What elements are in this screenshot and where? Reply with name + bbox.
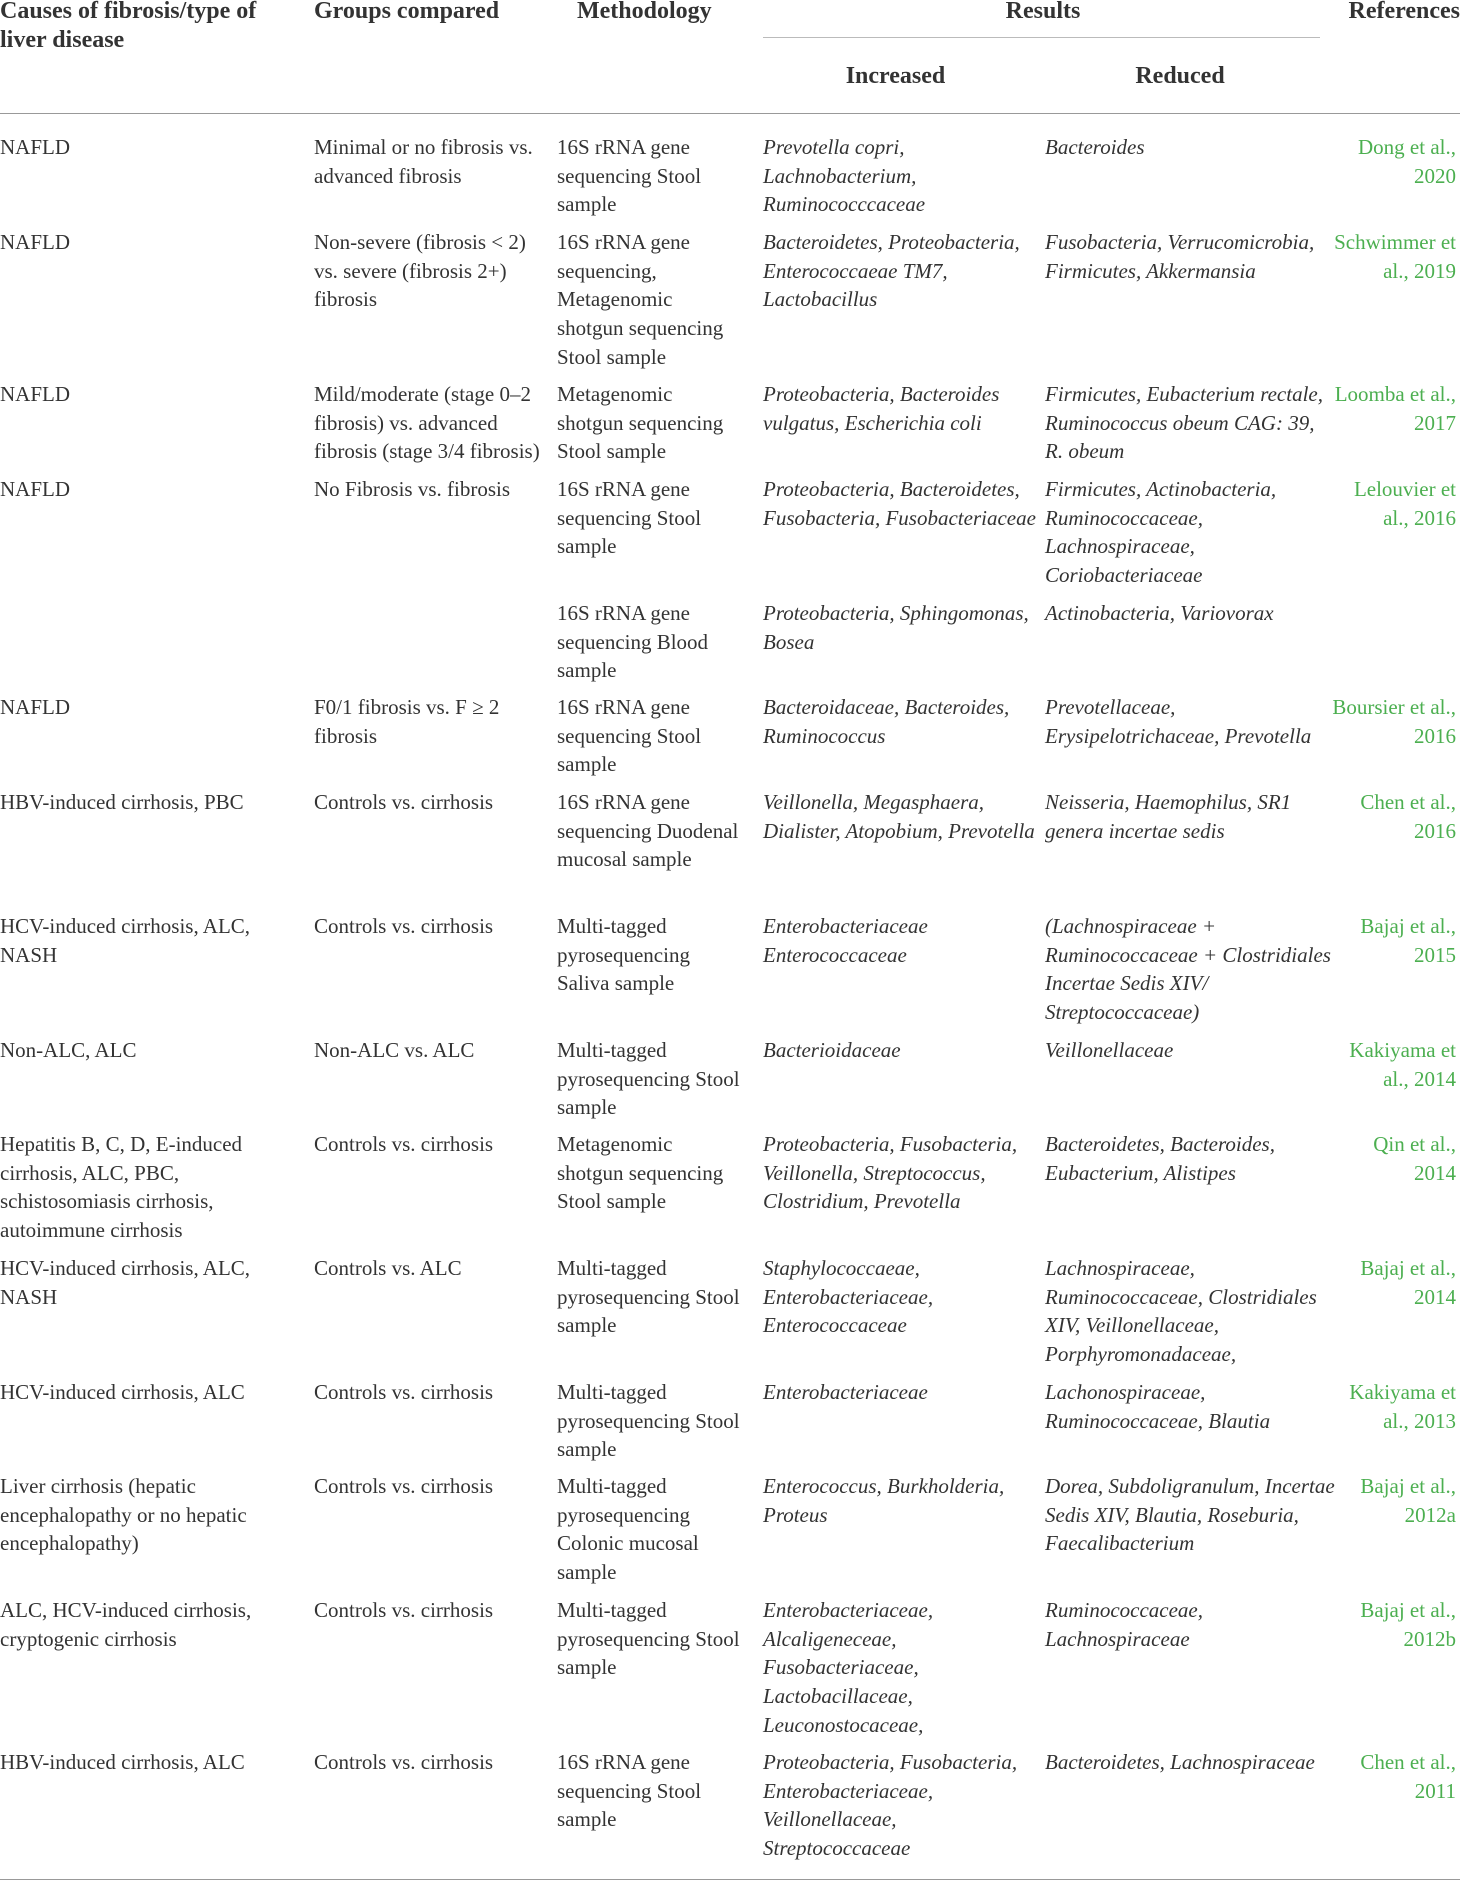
cell-ref[interactable]: Bajaj et al., 2015 bbox=[1360, 914, 1456, 967]
cell-ref[interactable]: Qin et al., 2014 bbox=[1373, 1132, 1456, 1185]
cell-method: Multi-tagged pyrosequencing Stool sample bbox=[557, 1380, 740, 1462]
cell-method: 16S rRNA gene sequencing Blood sample bbox=[557, 601, 709, 683]
cell-increased: Proteobacteria, Fusobacteria, Enterobacteriaceae, Veillonellaceae, Streptococcaceae bbox=[763, 1750, 1018, 1861]
cell-ref[interactable]: Boursier et al., 2016 bbox=[1332, 695, 1456, 748]
cell-reduced: Fusobacteria, Verrucomicrobia, Firmicutes, Akkermansia bbox=[1045, 230, 1315, 283]
cell-increased: Proteobacteria, Bacteroidetes, Fusobacteria, Fusobacteriaceae bbox=[763, 477, 1036, 530]
cell-groups: F0/1 fibrosis vs. F ≥ 2 fibrosis bbox=[314, 695, 500, 748]
cell-increased: Enterococcus, Burkholderia, Proteus bbox=[763, 1474, 1005, 1527]
cell-cause: ALC, HCV-induced cirrhosis, cryptogenic cirrhosis bbox=[0, 1598, 252, 1651]
cell-groups: Controls vs. ALC bbox=[314, 1256, 462, 1280]
header-methodology: Methodology bbox=[577, 0, 712, 24]
cell-reduced: Bacteroides bbox=[1045, 135, 1145, 159]
cell-reduced: Bacteroidetes, Bacteroides, Eubacterium, Alistipes bbox=[1045, 1132, 1275, 1185]
cell-reduced: (Lachnospiraceae + Ruminococcaceae + Clostridiales Incertae Sedis XIV/ Streptococcaceae) bbox=[1045, 914, 1331, 1025]
cell-groups: Controls vs. cirrhosis bbox=[314, 1750, 494, 1774]
cell-cause: Liver cirrhosis (hepatic encephalopathy or no hepatic encephalopathy) bbox=[0, 1474, 247, 1556]
cell-increased: Proteobacteria, Fusobacteria, Veillonella, Streptococcus, Clostridium, Prevotella bbox=[763, 1132, 1018, 1214]
cell-groups: Non-ALC vs. ALC bbox=[314, 1038, 475, 1062]
cell-ref[interactable]: Dong et al., 2020 bbox=[1358, 135, 1456, 188]
cell-reduced: Actinobacteria, Variovorax bbox=[1045, 601, 1274, 625]
cell-method: Metagenomic shotgun sequencing Stool sample bbox=[557, 1132, 724, 1214]
results-underline bbox=[763, 37, 1320, 38]
header-reduced: Reduced bbox=[1135, 63, 1225, 89]
cell-increased: Proteobacteria, Sphingomonas, Bosea bbox=[763, 601, 1029, 654]
cell-reduced: Bacteroidetes, Lachnospiraceae bbox=[1045, 1750, 1315, 1774]
cell-cause: NAFLD bbox=[0, 135, 71, 159]
header-rule bbox=[0, 113, 1460, 114]
cell-method: 16S rRNA gene sequencing Stool sample bbox=[557, 695, 702, 777]
cell-cause: NAFLD bbox=[0, 230, 71, 254]
cell-method: 16S rRNA gene sequencing Stool sample bbox=[557, 135, 702, 217]
cell-increased: Enterobacteriaceae, Alcaligeneceae, Fusobacteriaceae, Lactobacillaceae, Leuconostocaceae, bbox=[763, 1598, 934, 1737]
cell-ref[interactable]: Chen et al., 2011 bbox=[1360, 1750, 1456, 1803]
cell-increased: Enterobacteriaceae Enterococcaceae bbox=[763, 914, 928, 967]
cell-reduced: Firmicutes, Actinobacteria, Ruminococcaceae, Lachnospiraceae, Coriobacteriaceae bbox=[1045, 477, 1277, 588]
cell-groups: Minimal or no fibrosis vs. advanced fibrosis bbox=[314, 135, 533, 188]
cell-method: Multi-tagged pyrosequencing Saliva sample bbox=[557, 914, 690, 996]
header-increased: Increased bbox=[845, 63, 946, 89]
cell-method: 16S rRNA gene sequencing Stool sample bbox=[557, 477, 702, 559]
header-results: Results bbox=[1005, 0, 1081, 24]
cell-groups: Non-severe (fibrosis < 2) vs. severe (fibrosis 2+) fibrosis bbox=[314, 230, 526, 312]
cell-ref[interactable]: Bajaj et al., 2014 bbox=[1360, 1256, 1456, 1309]
cell-groups: Mild/moderate (stage 0–2 fibrosis) vs. advanced fibrosis (stage 3/4 fibrosis) bbox=[314, 382, 540, 464]
cell-increased: Proteobacteria, Bacteroides vulgatus, Escherichia coli bbox=[763, 382, 1000, 435]
cell-method: Multi-tagged pyrosequencing Stool sample bbox=[557, 1038, 740, 1120]
cell-groups: Controls vs. cirrhosis bbox=[314, 914, 494, 938]
header-cause: Causes of fibrosis/type of liver disease bbox=[0, 0, 257, 53]
cell-cause: NAFLD bbox=[0, 477, 71, 501]
cell-method: Multi-tagged pyrosequencing Colonic mucosal sample bbox=[557, 1474, 699, 1585]
cell-reduced: Lachonospiraceae, Ruminococcaceae, Blautia bbox=[1045, 1380, 1271, 1433]
cell-increased: Bacterioidaceae bbox=[763, 1038, 901, 1062]
cell-cause: HCV-induced cirrhosis, ALC, NASH bbox=[0, 914, 251, 967]
cell-ref[interactable]: Loomba et al., 2017 bbox=[1334, 382, 1456, 435]
cell-reduced: Lachnospiraceae, Ruminococcaceae, Clostridiales XIV, Veillonellaceae, Porphyromonadaceae, bbox=[1045, 1256, 1317, 1367]
cell-ref[interactable]: Kakiyama et al., 2013 bbox=[1349, 1380, 1456, 1433]
cell-ref[interactable]: Bajaj et al., 2012a bbox=[1360, 1474, 1456, 1527]
cell-reduced: Firmicutes, Eubacterium rectale, Ruminococcus obeum CAG: 39, R. obeum bbox=[1045, 382, 1323, 464]
cell-reduced: Veillonellaceae bbox=[1045, 1038, 1174, 1062]
cell-groups: Controls vs. cirrhosis bbox=[314, 1474, 494, 1498]
cell-cause: HBV-induced cirrhosis, PBC bbox=[0, 790, 244, 814]
cell-increased: Enterobacteriaceae bbox=[763, 1380, 928, 1404]
cell-groups: Controls vs. cirrhosis bbox=[314, 1598, 494, 1622]
cell-increased: Prevotella copri, Lachnobacterium, Ruminococccaceae bbox=[763, 135, 926, 217]
cell-cause: Non-ALC, ALC bbox=[0, 1038, 137, 1062]
cell-ref[interactable]: Kakiyama et al., 2014 bbox=[1349, 1038, 1456, 1091]
cell-cause: HBV-induced cirrhosis, ALC bbox=[0, 1750, 245, 1774]
cell-ref[interactable]: Schwimmer et al., 2019 bbox=[1334, 230, 1456, 283]
cell-increased: Bacteroidetes, Proteobacteria, Enterococcaeae TM7, Lactobacillus bbox=[763, 230, 1020, 312]
cell-increased: Veillonella, Megasphaera, Dialister, Atopobium, Prevotella bbox=[763, 790, 1035, 843]
cell-reduced: Neisseria, Haemophilus, SR1 genera incertae sedis bbox=[1045, 790, 1292, 843]
header-references: References bbox=[1348, 0, 1460, 24]
cell-method: 16S rRNA gene sequencing Stool sample bbox=[557, 1750, 702, 1832]
cell-cause: NAFLD bbox=[0, 695, 71, 719]
cell-reduced: Dorea, Subdoligranulum, Incertae Sedis XIV, Blautia, Roseburia, Faecalibacterium bbox=[1045, 1474, 1335, 1556]
cell-cause: NAFLD bbox=[0, 382, 71, 406]
cell-reduced: Ruminococcaceae, Lachnospiraceae bbox=[1045, 1598, 1204, 1651]
cell-groups: Controls vs. cirrhosis bbox=[314, 1132, 494, 1156]
header-groups: Groups compared bbox=[314, 0, 500, 24]
cell-ref[interactable]: Chen et al., 2016 bbox=[1360, 790, 1456, 843]
cell-method: Multi-tagged pyrosequencing Stool sample bbox=[557, 1598, 740, 1680]
cell-method: Multi-tagged pyrosequencing Stool sample bbox=[557, 1256, 740, 1338]
table-bottom-rule bbox=[0, 1879, 1460, 1880]
cell-groups: No Fibrosis vs. fibrosis bbox=[314, 477, 511, 501]
cell-ref[interactable]: Bajaj et al., 2012b bbox=[1360, 1598, 1456, 1651]
cell-increased: Staphylococcaeae, Enterobacteriaceae, Enterococcaceae bbox=[763, 1256, 934, 1338]
cell-method: 16S rRNA gene sequencing, Metagenomic shotgun sequencing Stool sample bbox=[557, 230, 724, 369]
cell-groups: Controls vs. cirrhosis bbox=[314, 1380, 494, 1404]
cell-method: Metagenomic shotgun sequencing Stool sample bbox=[557, 382, 724, 464]
cell-increased: Bacteroidaceae, Bacteroides, Ruminococcus bbox=[763, 695, 1010, 748]
cell-ref[interactable]: Lelouvier et al., 2016 bbox=[1353, 477, 1456, 530]
cell-reduced: Prevotellaceae, Erysipelotrichaceae, Prevotella bbox=[1045, 695, 1312, 748]
cell-method: 16S rRNA gene sequencing Duodenal mucosal sample bbox=[557, 790, 739, 872]
cell-groups: Controls vs. cirrhosis bbox=[314, 790, 494, 814]
cell-cause: HCV-induced cirrhosis, ALC bbox=[0, 1380, 245, 1404]
cell-cause: Hepatitis B, C, D, E-induced cirrhosis, ALC, PBC, schistosomiasis cirrhosis, autoimmune cirrhosis bbox=[0, 1132, 243, 1243]
cell-cause: HCV-induced cirrhosis, ALC, NASH bbox=[0, 1256, 251, 1309]
